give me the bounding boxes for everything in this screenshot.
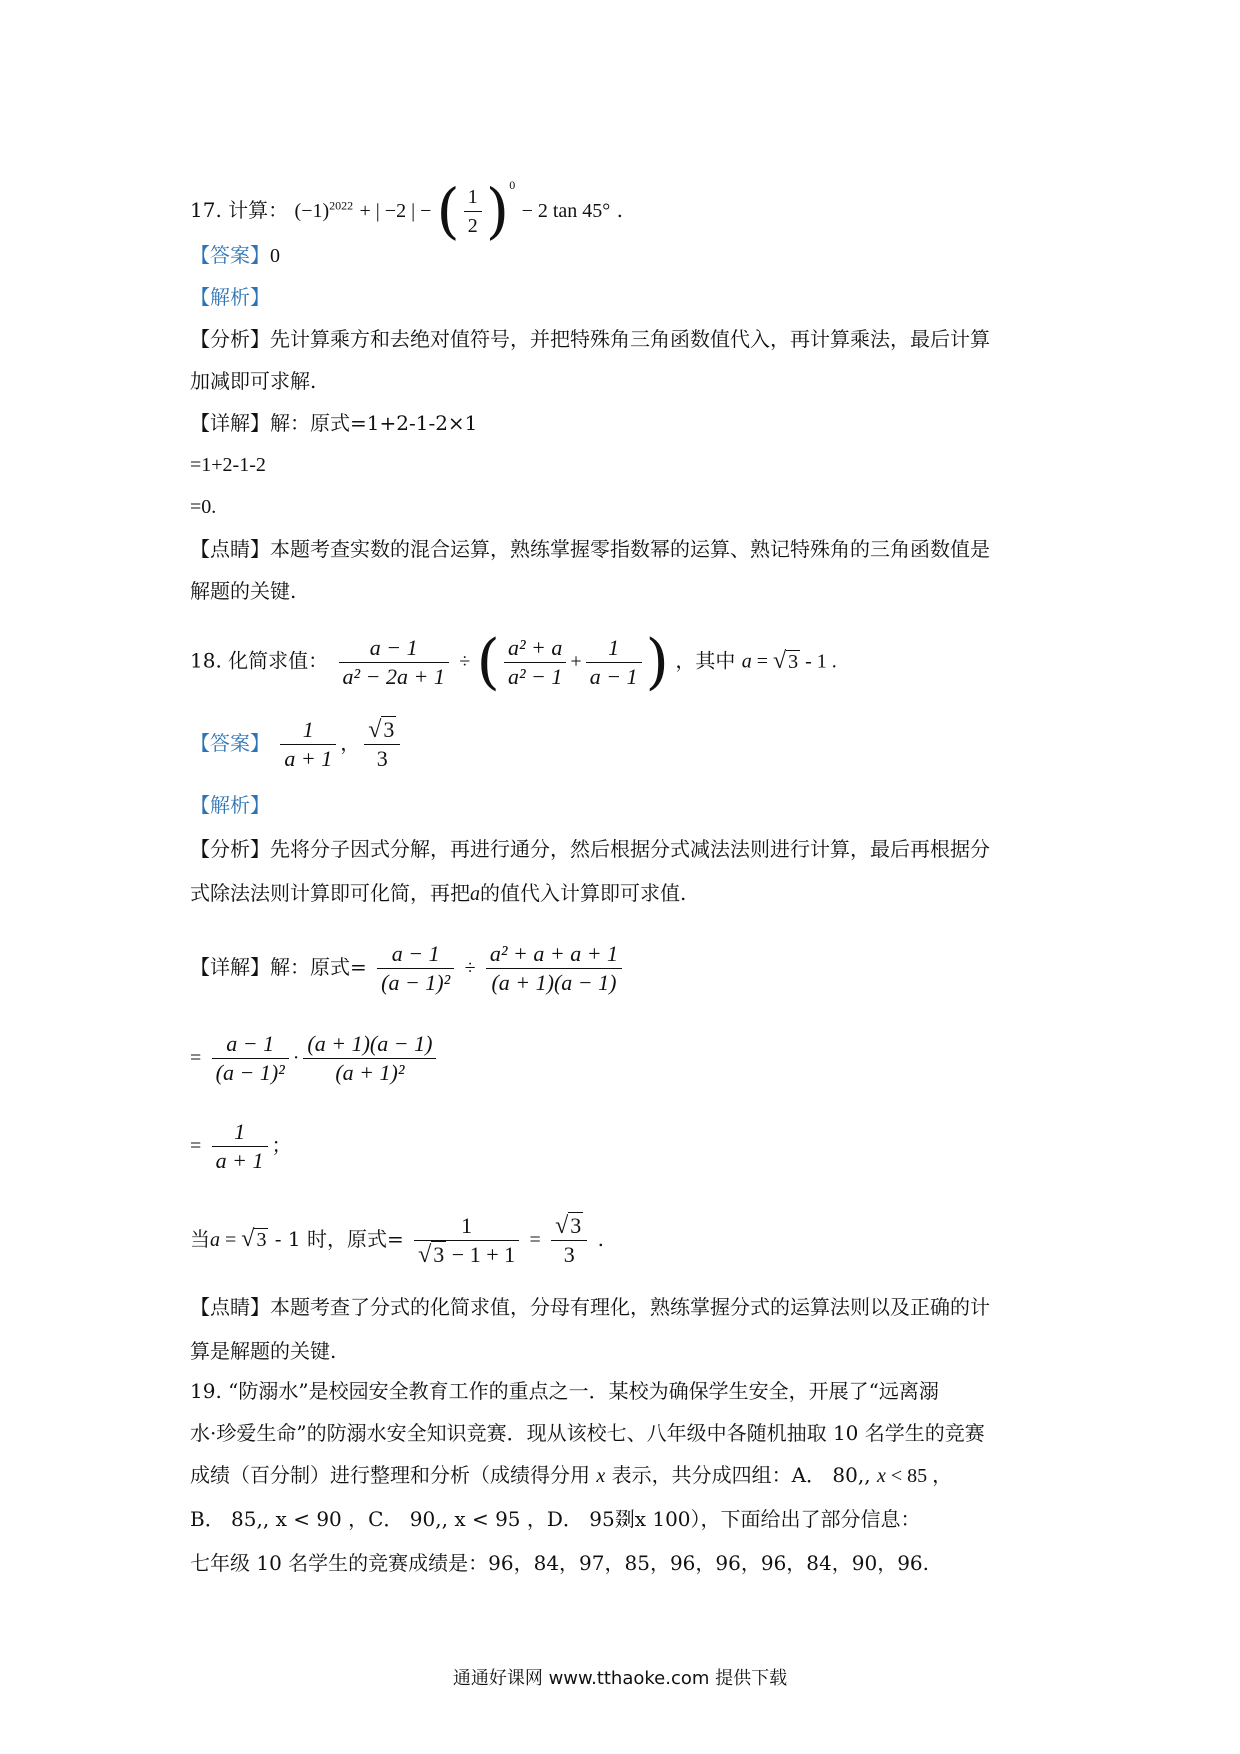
a18-ans1-den: a + 1 xyxy=(284,746,333,771)
q19-line3 xyxy=(190,1460,952,1491)
a18-when-fraction xyxy=(414,1212,519,1269)
q18-cond-sqrt: √ 3 xyxy=(772,647,799,674)
a18-fenxi-text2b: 的值代入计算即可求值. xyxy=(480,881,687,905)
q17-expr-b: + | −2 | − xyxy=(359,200,437,222)
a18-s3-end: ； xyxy=(271,1133,292,1157)
q19-line2: 水·珍爱生命”的防溺水安全知识竞赛．现从该校七、八年级中各随机抽取 10 名学生的竞赛 xyxy=(190,1421,985,1445)
q18-rparen: ) xyxy=(645,627,669,697)
q19-line3-var: x xyxy=(596,1465,606,1487)
a18-when-f-den-rest: − 1 + 1 xyxy=(446,1242,516,1267)
q17-half-num: 1 xyxy=(464,183,482,212)
a18-when-f2-radicand: 3 xyxy=(570,1213,582,1238)
a18-ans1-fraction xyxy=(280,716,336,773)
q18-f2-num: a² + a xyxy=(504,634,566,663)
q17-expr-a: (−1) xyxy=(294,200,330,222)
a17-answer-value: 0 xyxy=(270,245,280,267)
a18-answer xyxy=(190,716,404,773)
a18-when-f2-num-wrap: √3 xyxy=(551,1212,587,1241)
a17-answer-label: 【答案】 xyxy=(190,243,270,267)
a18-s3-eq: = xyxy=(190,1135,202,1157)
q18-f1-num: a − 1 xyxy=(339,634,449,663)
a18-fenxi-2 xyxy=(190,878,686,909)
a18-dianjing-1 xyxy=(190,1292,990,1322)
a18-dianjing-text1: 本题考查了分式的化简求值，分母有理化，熟练掌握分式的运算法则以及正确的计 xyxy=(270,1295,990,1319)
a17-fenxi-text2: 加减即可求解. xyxy=(190,369,317,393)
q17-line xyxy=(190,170,623,247)
a18-when-f-num: 1 xyxy=(414,1212,519,1241)
q17-half-den: 2 xyxy=(467,215,478,237)
q19-line3-var2: x xyxy=(876,1465,886,1487)
q18-where: ，其中 xyxy=(675,648,736,673)
a17-fenxi-text1: 先计算乘方和去绝对值符号，并把特殊角三角函数值代入，再计算乘法，最后计算 xyxy=(270,327,990,351)
q18-f2-den: a² − 1 xyxy=(507,663,563,689)
a18-xiangjie-label: 【详解】 xyxy=(190,955,270,979)
a17-dianjing-text2: 解题的关键. xyxy=(190,579,297,603)
a18-when-a: 当 xyxy=(190,1227,210,1251)
a18-dianjing-text2: 算是解题的关键. xyxy=(190,1339,337,1363)
a18-when-sqrt: √ 3 xyxy=(241,1226,267,1252)
a18-analysis-label: 【解析】 xyxy=(190,793,270,817)
q18-f3-den: a − 1 xyxy=(589,663,638,689)
q17-expr-c: − 2 tan 45° xyxy=(521,200,611,222)
a17-step2: =0. xyxy=(190,496,217,518)
a18-xiangjie-text: 解：原式= xyxy=(270,955,367,979)
a17-dianjing-label: 【点睛】 xyxy=(190,537,270,561)
q18-fraction-3 xyxy=(586,634,642,691)
q17-exp-2022: 2022 xyxy=(329,198,354,213)
q17-prefix: 17. 计算： xyxy=(190,198,289,222)
a18-s3-num: 1 xyxy=(212,1118,268,1147)
a18-ans2-fraction xyxy=(364,716,400,773)
q17-lparen: ( xyxy=(436,176,460,247)
q18-cond-rest: - 1 . xyxy=(800,650,837,673)
a17-analysis-label: 【解析】 xyxy=(190,285,270,309)
a18-s1-num: a − 1 xyxy=(377,940,454,969)
q17-end: . xyxy=(616,198,623,222)
a18-s1-fraction xyxy=(377,940,454,997)
a18-s2-den: (a − 1)² xyxy=(215,1060,285,1085)
a17-answer xyxy=(190,240,280,271)
a17-xiangjie-label: 【详解】 xyxy=(190,411,270,435)
a18-xiangjie xyxy=(190,940,626,997)
a18-s2-dot: · xyxy=(292,1047,300,1069)
a18-s2-fraction xyxy=(212,1030,289,1087)
a18-when-f2-den: 3 xyxy=(563,1242,575,1267)
a18-s2b-fraction xyxy=(303,1030,436,1087)
a18-ans1-num: 1 xyxy=(280,716,336,745)
a18-dianjing-label: 【点睛】 xyxy=(190,1295,270,1319)
a17-dianjing-1 xyxy=(190,534,990,564)
a18-s2b-num: (a + 1)(a − 1) xyxy=(303,1030,436,1059)
a18-fenxi-label: 【分析】 xyxy=(190,837,270,861)
q17-exp-0: 0 xyxy=(509,178,516,192)
a17-dianjing-text1: 本题考查实数的混合运算，熟练掌握零指数幂的运算、熟记特殊角的三角函数值是 xyxy=(270,537,990,561)
q19-line4: B． 85,, x < 90 ，C． 90,, x < 95 ，D． 95剟x 100），下面给出了部分信息： xyxy=(190,1507,921,1531)
a18-step3 xyxy=(190,1118,292,1175)
q17-half-fraction xyxy=(464,183,482,240)
a18-ans2-num-wrap: √3 xyxy=(364,716,400,745)
a18-answer-label: 【答案】 xyxy=(190,731,270,755)
a18-s1b-fraction xyxy=(486,940,622,997)
a18-when-rest: - 1 时，原式= xyxy=(268,1227,404,1251)
a18-fenxi-text2a: 式除法法则计算即可化简，再把 xyxy=(190,881,470,905)
q18-cond-radicand: 3 xyxy=(788,650,799,673)
q19-line1: 19. “防溺水”是校园安全教育工作的重点之一．某校为确保学生安全，开展了“远离溺 xyxy=(190,1379,939,1403)
q19-line5: 七年级 10 名学生的竞赛成绩是：96，84，97，85，96，96，96，84，90，96. xyxy=(190,1551,930,1575)
q18-div: ÷ xyxy=(459,650,471,673)
a18-analysis xyxy=(190,790,270,820)
q18-f3-num: 1 xyxy=(586,634,642,663)
a18-when xyxy=(190,1212,604,1269)
q19-line3a: 成绩（百分制）进行整理和分析（成绩得分用 xyxy=(190,1463,597,1487)
a17-xiangjie xyxy=(190,408,477,438)
a18-when-eq2: = xyxy=(529,1229,541,1251)
a17-analysis xyxy=(190,282,270,312)
a18-s1b-num: a² + a + a + 1 xyxy=(486,940,622,969)
a18-s2-eq: = xyxy=(190,1047,202,1069)
q18-lparen: ( xyxy=(476,627,500,697)
q18-line xyxy=(190,627,837,697)
a18-when-f-den: √3 − 1 + 1 xyxy=(418,1242,516,1268)
a18-when-f-den-radicand: 3 xyxy=(433,1242,445,1267)
q18-plus: + xyxy=(570,650,582,673)
a18-s1-den: (a − 1)² xyxy=(381,970,451,995)
a18-fenxi-var: a xyxy=(470,883,480,905)
page-footer: 通通好课网 www.tthaoke.com 提供下载 xyxy=(452,1668,788,1689)
q18-prefix: 18. 化简求值： xyxy=(190,648,329,673)
q17-rparen: ) xyxy=(485,176,510,247)
a18-when-eq: = xyxy=(220,1229,242,1251)
a17-dianjing-2 xyxy=(190,576,296,606)
q19-line3b: 表示，共分成四组：A． 80,, xyxy=(605,1463,877,1487)
q18-f1-den: a² − 2a + 1 xyxy=(342,663,445,689)
a18-s2-num: a − 1 xyxy=(212,1030,289,1059)
a17-fenxi-label: 【分析】 xyxy=(190,327,270,351)
a18-s3-fraction xyxy=(212,1118,268,1175)
q18-cond-var: a xyxy=(741,650,752,673)
a18-ans2-radicand: 3 xyxy=(383,717,395,742)
a18-when-f2-fraction xyxy=(551,1212,587,1269)
a17-fenxi-2 xyxy=(190,366,316,396)
a18-s1b-den: (a + 1)(a − 1) xyxy=(491,970,617,995)
a17-fenxi-1 xyxy=(190,324,990,354)
a18-comma: ， xyxy=(340,731,361,755)
a18-s2b-den: (a + 1)² xyxy=(335,1060,405,1085)
q18-fraction-2 xyxy=(504,634,566,691)
a18-dianjing-2 xyxy=(190,1336,336,1366)
a18-s1-div: ÷ xyxy=(464,957,476,979)
a18-fenxi-1 xyxy=(190,834,990,864)
a18-when-end: . xyxy=(597,1227,605,1251)
q18-cond-eq: = xyxy=(751,650,773,673)
a17-step1: =1+2-1-2 xyxy=(190,454,266,476)
a18-ans2-den: 3 xyxy=(376,746,388,771)
q18-fraction-1 xyxy=(339,634,449,691)
a18-fenxi-text1: 先将分子因式分解，再进行通分，然后根据分式减法法则进行计算，最后再根据分 xyxy=(270,837,990,861)
a18-s3-den: a + 1 xyxy=(215,1148,264,1173)
q19-line3c: < 85 ， xyxy=(885,1465,953,1487)
a17-xiangjie-text: 解：原式=1+2-1-2×1 xyxy=(270,411,478,435)
a18-when-radicand: 3 xyxy=(256,1229,267,1251)
a18-when-var: a xyxy=(210,1229,220,1251)
a18-step2 xyxy=(190,1030,440,1087)
